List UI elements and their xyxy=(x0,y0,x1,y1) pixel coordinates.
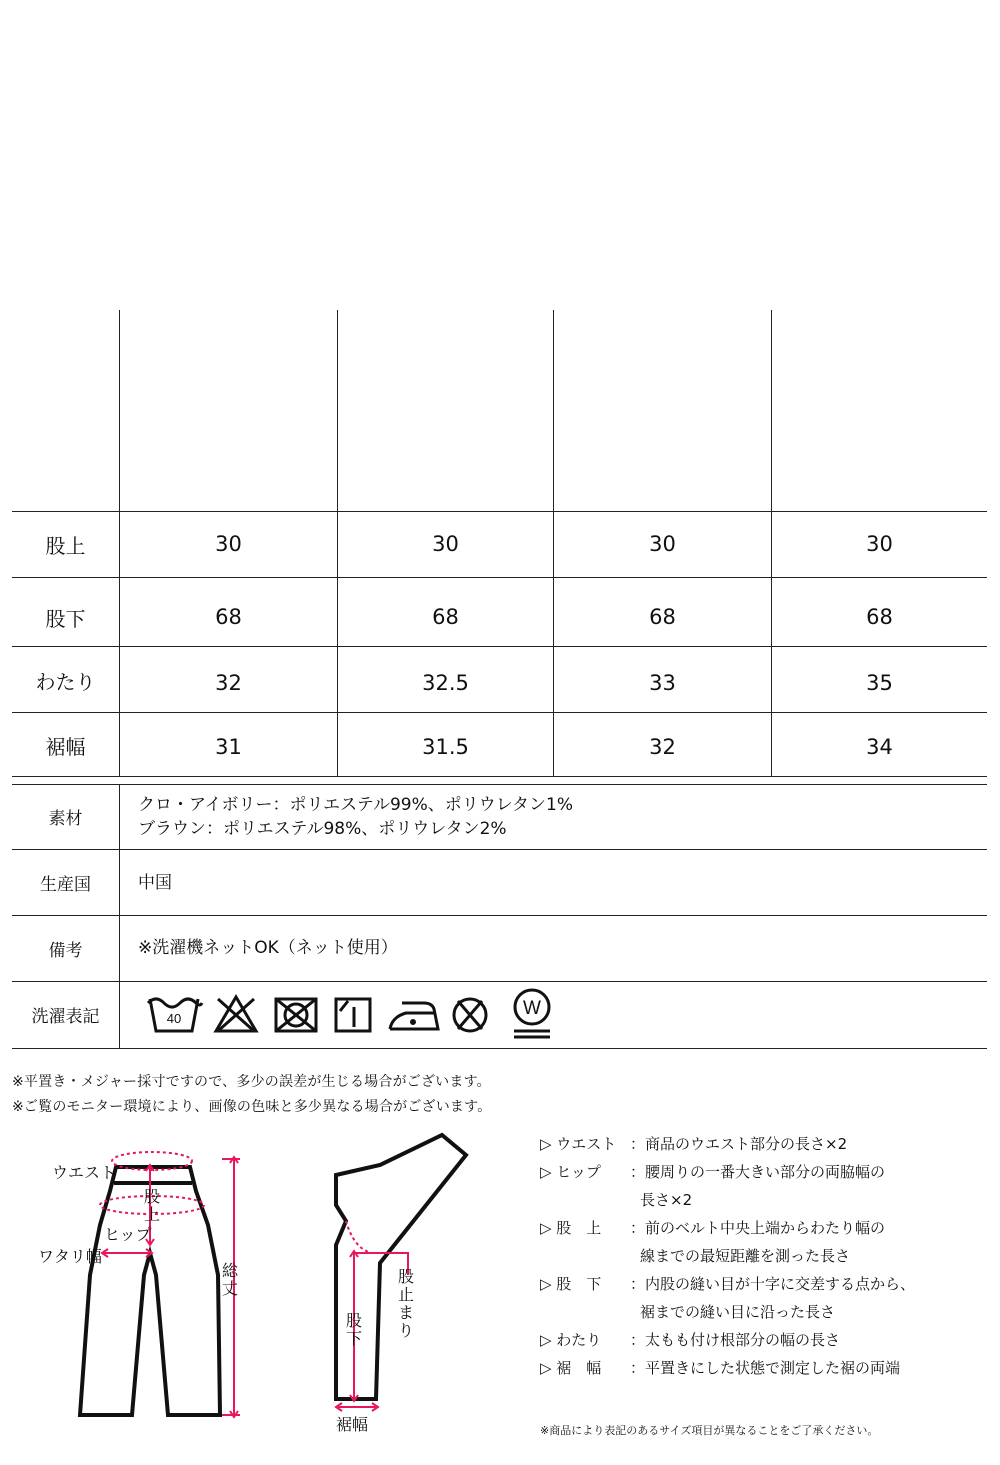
low-iron-icon xyxy=(390,1003,438,1029)
diagram-label-inseam-end: 股止まり xyxy=(398,1267,415,1340)
table-cell: 30 xyxy=(432,532,459,556)
table-cell: 35 xyxy=(866,671,893,695)
diagram-label-waist: ウエスト xyxy=(52,1163,117,1182)
origin-label: 生産国 xyxy=(40,874,91,895)
table-cell: 68 xyxy=(432,605,459,629)
table-cell: 30 xyxy=(215,532,242,556)
table-cell: 31 xyxy=(215,735,242,759)
legend-key: ▷ 股 下 xyxy=(540,1275,602,1293)
remarks-label: 備考 xyxy=(48,940,83,961)
diagram-label-inseam: 股下 xyxy=(346,1311,363,1348)
legend-item-hem xyxy=(540,1357,900,1378)
table-cell: 68 xyxy=(215,605,242,629)
legend-key: ▷ 股 上 xyxy=(540,1219,602,1237)
remarks-value: ※洗濯機ネットOK（ネット使用） xyxy=(138,938,398,958)
wet-clean-letter: W xyxy=(523,998,541,1019)
care-label: 洗濯表記 xyxy=(31,1007,100,1027)
diagram-label-hem: 裾幅 xyxy=(336,1415,369,1434)
legend-item-inseam xyxy=(540,1273,915,1294)
table-divider xyxy=(12,784,987,785)
legend-desc: ：商品のウエスト部分の長さ×2 xyxy=(630,1135,848,1153)
material-line2: ブラウン：ポリエステル98%、ポリウレタン2% xyxy=(138,819,507,839)
no-tumble-dry-icon xyxy=(276,999,316,1031)
legend-desc-cont: 長さ×2 xyxy=(640,1191,693,1209)
row-label-rise: 股上 xyxy=(45,533,86,558)
diagram-label-rise: 股上 xyxy=(144,1187,161,1224)
legend-item-waist xyxy=(540,1133,847,1154)
table-divider xyxy=(12,981,987,982)
table-cell: 68 xyxy=(649,605,676,629)
table-divider xyxy=(12,915,987,916)
legend-desc: ：腰周りの一番大きい部分の両脇幅の xyxy=(630,1163,886,1181)
material-line1: クロ・アイボリー：ポリエステル99%、ポリウレタン1% xyxy=(138,795,574,815)
table-cell: 34 xyxy=(866,735,893,759)
legend-key: ▷ ウエスト xyxy=(540,1135,617,1153)
wash-temp: 40 xyxy=(166,1011,182,1026)
legend-desc: ：太もも付け根部分の幅の長さ xyxy=(630,1331,841,1349)
diagram-label-hip: ヒップ xyxy=(104,1225,152,1244)
table-cell: 68 xyxy=(866,605,893,629)
origin-value: 中国 xyxy=(138,873,172,893)
table-cell: 31.5 xyxy=(422,735,469,759)
table-cell: 32.5 xyxy=(422,671,469,695)
legend-desc: ：内股の縫い目が十字に交差する点から、 xyxy=(630,1275,916,1293)
footnote: ※商品により表記のあるサイズ項目が異なることをご了承ください。 xyxy=(540,1424,879,1437)
legend-item-rise xyxy=(540,1217,885,1238)
legend-item-hip xyxy=(540,1161,885,1182)
table-cell: 30 xyxy=(649,532,676,556)
table-cell: 33 xyxy=(649,671,676,695)
row-label-inseam: 股下 xyxy=(45,606,86,631)
legend-key: ▷ ヒップ xyxy=(540,1163,601,1181)
legend-item-thigh xyxy=(540,1329,840,1350)
legend-desc-cont: 裾までの縫い目に沿った長さ xyxy=(640,1303,836,1321)
legend-desc: ：前のベルト中央上端からわたり幅の xyxy=(630,1219,886,1237)
table-divider xyxy=(12,849,987,850)
diagram-label-thigh: ワタリ幅 xyxy=(38,1247,102,1266)
note-measurement: ※平置き・メジャー採寸ですので、多少の誤差が生じる場合がございます。 xyxy=(12,1074,491,1090)
row-label-thigh: わたり xyxy=(35,669,96,694)
legend-key: ▷ わたり xyxy=(540,1331,602,1349)
no-bleach-icon xyxy=(216,997,256,1031)
diagram-label-length: 総丈 xyxy=(222,1261,239,1298)
table-cell: 32 xyxy=(215,671,242,695)
line-dry-shade-icon xyxy=(336,999,370,1031)
no-dry-clean-icon xyxy=(454,999,486,1031)
table-divider xyxy=(119,784,120,1048)
note-monitor: ※ご覧のモニター環境により、画像の色味と多少異なる場合がございます。 xyxy=(12,1099,492,1115)
row-label-hem: 裾幅 xyxy=(45,734,86,759)
table-divider xyxy=(12,1048,987,1049)
legend-key: ▷ 裾 幅 xyxy=(540,1359,602,1377)
table-cell: 30 xyxy=(866,532,893,556)
table-cell: 32 xyxy=(649,735,676,759)
material-label: 素材 xyxy=(48,809,83,829)
care-icons xyxy=(140,985,560,1045)
legend-desc-cont: 線までの最短距離を測った長さ xyxy=(640,1247,851,1265)
legend-desc: ：平置きにした状態で測定した裾の両端 xyxy=(630,1359,901,1377)
